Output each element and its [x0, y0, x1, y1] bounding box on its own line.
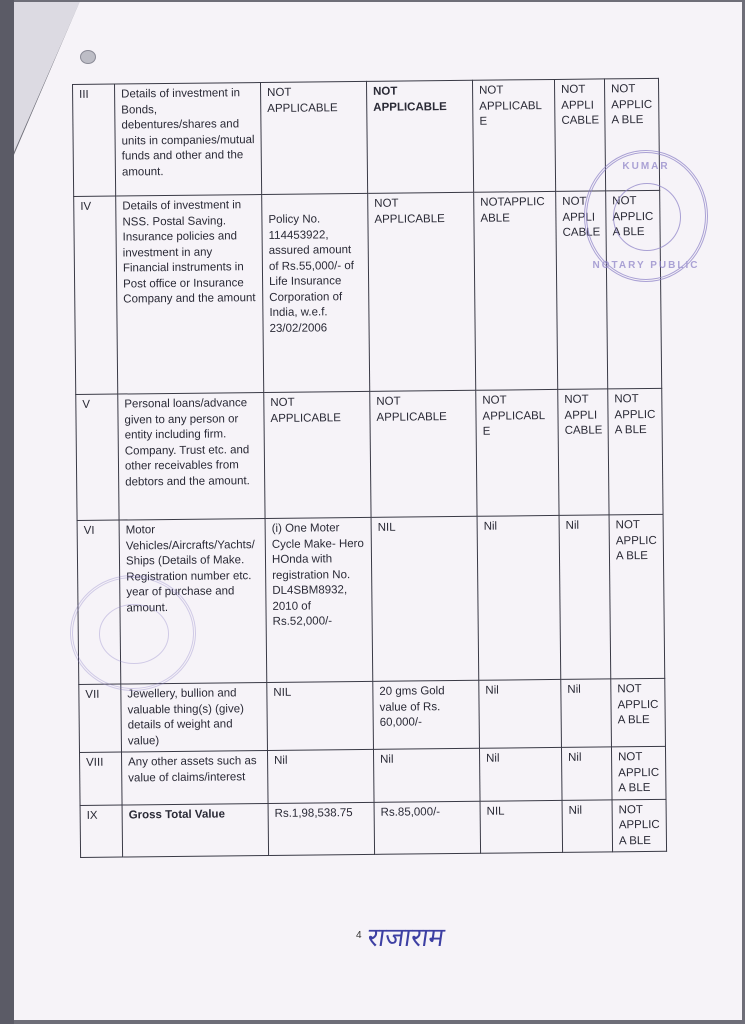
row-particulars: Motor Vehicles/Aircrafts/Yachts/Ships (Details of Make. Registration number etc. year of purchase and amount.: [119, 519, 267, 685]
notary-stamp-icon: [584, 150, 708, 282]
row-cell: Nil: [373, 748, 480, 802]
row-particulars: Details of investment in NSS. Postal Saving. Insurance policies and investment in any Financial instruments in Post office or Insurance Company and the amount: [116, 195, 264, 395]
row-particulars: Details of investment in Bonds, debentures/shares and units in companies/mutual funds and other and the amount.: [115, 83, 262, 197]
row-cell: NOT APPLICABLE: [366, 80, 473, 193]
stamp-inner-ring: [613, 183, 681, 251]
row-cell: Nil: [562, 799, 613, 852]
row-particulars: Any other assets such as value of claims/interest: [121, 750, 268, 804]
row-cell: NOT APPLICA BLE: [611, 746, 666, 799]
row-cell: NOT APPLICABLE: [368, 192, 476, 391]
table-row: [74, 190, 662, 394]
stamp-bottom-text: NOTARY PUBLIC: [592, 260, 700, 271]
row-cell: NOT APPLICA BLE: [604, 78, 659, 191]
row-cell: (i) One Moter Cycle Make- Hero HOnda with registration No. DL4SBM8932, 2010 of Rs.52,000/-: [265, 517, 373, 682]
row-cell: Policy No. 114453922, assured amount of Rs.55,000/- of Life Insurance Corporation of India, w.e.f. 23/02/2006: [262, 193, 370, 392]
row-cell: Rs.1,98,538.75: [268, 802, 375, 856]
row-cell: Nil: [561, 679, 612, 748]
row-cell: Nil: [561, 747, 612, 800]
row-particulars: Gross Total Value: [122, 803, 269, 857]
page-number: 4: [356, 930, 362, 941]
row-cell: NOT APPLI CABLE: [554, 79, 605, 192]
row-cell: NIL: [267, 681, 374, 750]
row-cell: NOT APPLICABLE: [370, 390, 477, 517]
row-cell: Nil: [267, 749, 374, 803]
signature: राजाराम: [365, 923, 447, 953]
row-cell: NOT APPLI CABLE: [558, 389, 609, 516]
row-cell: Nil: [477, 515, 561, 680]
row-cell: NOT APPLICABLE: [476, 389, 559, 516]
row-cell: Nil: [559, 515, 611, 680]
row-number: III: [73, 84, 116, 196]
row-cell: NOT APPLICABLE: [260, 81, 367, 194]
row-cell: NOT APPLICABLE: [472, 79, 555, 192]
row-number: VII: [79, 684, 122, 752]
row-cell: NOT APPLICA BLE: [609, 514, 665, 679]
row-cell: NOT APPLICA BLE: [612, 799, 667, 852]
faded-stamp-icon: [70, 575, 196, 691]
row-cell: NIL: [480, 800, 563, 853]
row-cell: Nil: [479, 747, 562, 800]
table-row: [80, 746, 667, 805]
row-cell: NIL: [371, 516, 479, 681]
row-cell: Rs.85,000/-: [374, 801, 481, 855]
stamp-inner-ring: [99, 604, 168, 663]
staple-hole-icon: [80, 50, 96, 64]
table-row: [76, 388, 663, 520]
row-cell: 20 gms Gold value of Rs. 60,000/-: [373, 680, 480, 749]
row-cell: NOT APPLICABLE: [264, 391, 371, 518]
row-number: V: [76, 394, 119, 520]
row-number: VI: [77, 520, 121, 684]
row-particulars: Personal loans/advance given to any person or entity including firm. Company. Trust etc. and other receivables from debtors and the amount.: [118, 393, 265, 521]
table-row: [80, 799, 667, 858]
scanner-edge: [0, 0, 14, 1024]
table-row: [79, 678, 666, 752]
asset-details-table: [72, 78, 667, 858]
row-particulars: Jewellery, bullion and valuable thing(s) (give) details of weight and value): [121, 682, 268, 752]
row-cell: NOT APPLICA BLE: [611, 678, 666, 747]
row-cell: NOTAPPLIC ABLE: [474, 191, 558, 390]
row-cell: NOT APPLI CABLE: [556, 191, 608, 390]
row-cell: NOT APPLICA BLE: [606, 190, 662, 389]
row-number: IV: [74, 196, 118, 394]
row-cell: Nil: [479, 679, 562, 748]
table-row: [73, 78, 660, 196]
row-number: VIII: [80, 752, 123, 805]
stamp-top-text: KUMAR: [622, 161, 670, 172]
row-number: IX: [80, 805, 123, 858]
row-cell: NOT APPLICA BLE: [608, 388, 663, 515]
